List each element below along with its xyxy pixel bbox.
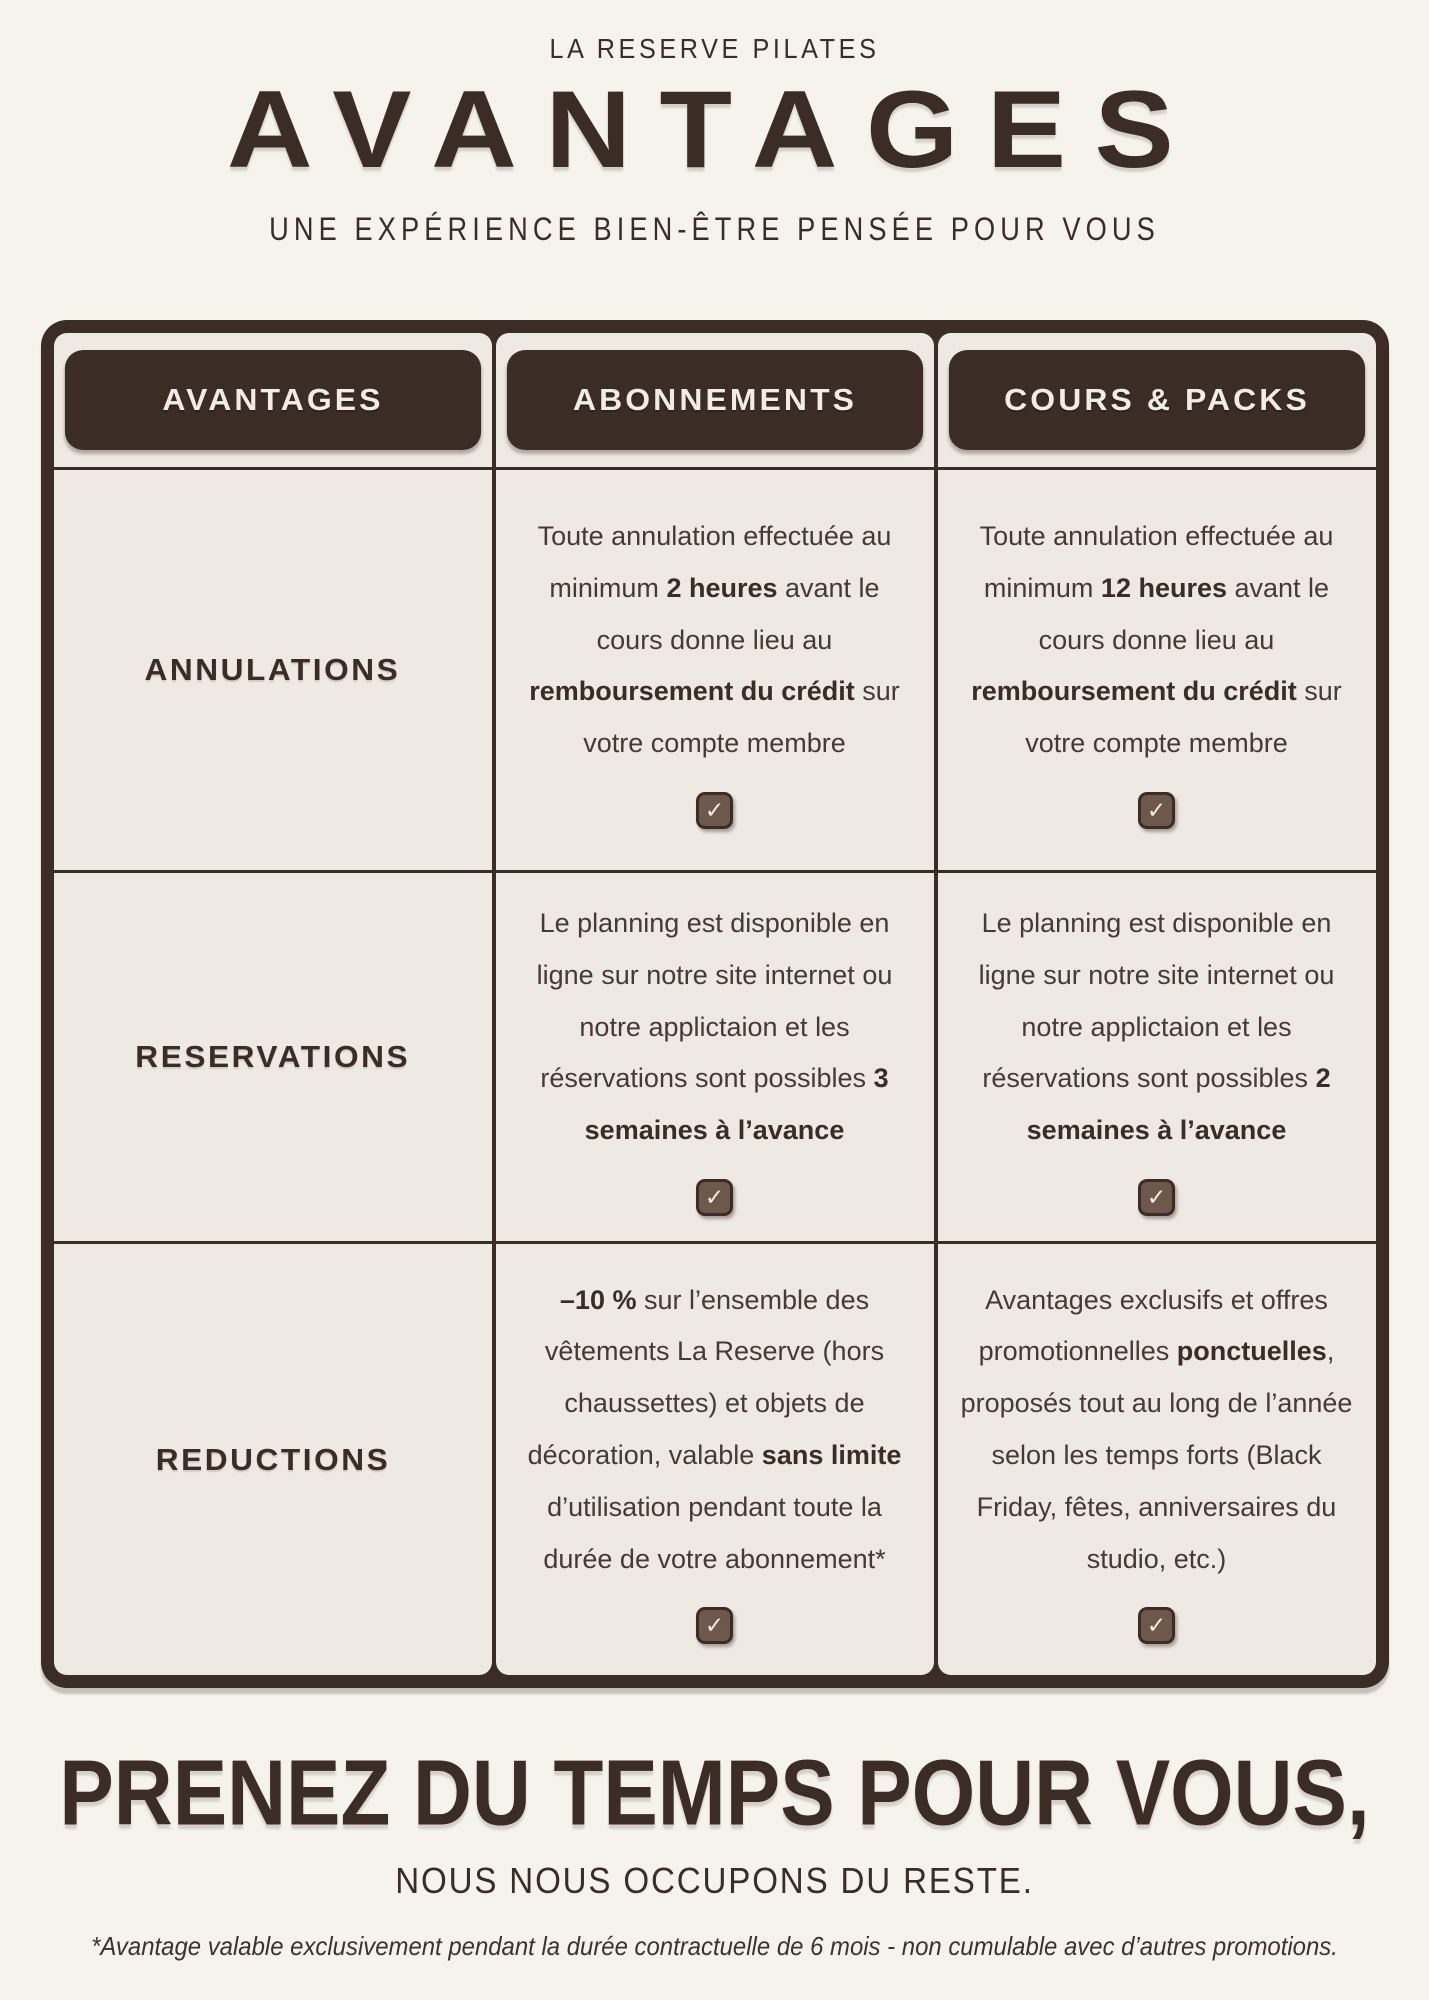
row-label-cell xyxy=(54,870,492,1241)
benefits-table xyxy=(41,320,1389,1688)
brand: LA RESERVE PILATES xyxy=(549,33,880,64)
table-column-avantages xyxy=(54,333,492,1675)
column-header-abonnements: ABONNEMENTS xyxy=(506,350,922,450)
row-label: RESERVATIONS xyxy=(135,1039,410,1074)
benefit-cell xyxy=(938,870,1376,1241)
column-header-cell xyxy=(54,333,492,467)
benefit-text: Toute annulation effectuée au minimum 12 heures avant le cours donne lieu au remboursement du crédit sur votre compte membre xyxy=(971,520,1342,759)
footnote: *Avantage valable exclusivement pendant la durée contractuelle de 6 mois - non cumulable avec d’autres promotions. xyxy=(91,1931,1338,1961)
page-subtitle: UNE EXPÉRIENCE BIEN-ÊTRE PENSÉE POUR VOUS xyxy=(269,211,1160,247)
row-label-cell xyxy=(54,1241,492,1675)
benefit-text: Le planning est disponible en ligne sur notre site internet ou notre applictaion et les réservations sont possibles 3 semaines à l’avance xyxy=(536,907,893,1146)
checkbox-checked-icon: ✓ xyxy=(696,1179,733,1216)
column-header-avantages: AVANTAGES xyxy=(64,350,480,450)
checkbox-checked-icon: ✓ xyxy=(1138,792,1175,829)
footer-subheadline: NOUS NOUS OCCUPONS DU RESTE. xyxy=(395,1860,1034,1901)
column-header-cell xyxy=(938,333,1376,467)
page-title: AVANTAGES xyxy=(226,68,1203,191)
benefit-text: –10 % sur l’ensemble des vêtements La Reserve (hors chaussettes) et objets de décoration, valable sans limite d’utilisation pendant toute la durée de votre abonnement* xyxy=(527,1284,902,1574)
checkbox-checked-icon: ✓ xyxy=(696,1607,733,1644)
benefit-cell xyxy=(938,467,1376,870)
row-label: REDUCTIONS xyxy=(155,1441,390,1477)
checkbox-checked-icon: ✓ xyxy=(1138,1179,1175,1216)
column-header-cours-packs: COURS & PACKS xyxy=(948,350,1364,450)
benefit-cell xyxy=(496,870,934,1241)
table-column-cours-packs xyxy=(938,333,1376,1675)
column-header-cell xyxy=(496,333,934,467)
benefit-cell xyxy=(496,1241,934,1675)
benefit-cell xyxy=(496,467,934,870)
table-column-abonnements xyxy=(496,333,934,1675)
row-label: ANNULATIONS xyxy=(144,652,401,687)
row-label-cell xyxy=(54,467,492,870)
checkbox-checked-icon: ✓ xyxy=(696,792,733,829)
checkbox-checked-icon: ✓ xyxy=(1138,1607,1175,1644)
benefit-text: Le planning est disponible en ligne sur notre site internet ou notre applictaion et les réservations sont possibles 2 semaines à l’avance xyxy=(978,907,1335,1146)
benefit-text: Toute annulation effectuée au minimum 2 heures avant le cours donne lieu au remboursement du crédit sur votre compte membre xyxy=(529,520,900,759)
footer-headline: PRENEZ DU TEMPS POUR VOUS, xyxy=(59,1740,1370,1845)
benefit-text: Avantages exclusifs et offres promotionnelles ponctuelles, proposés tout au long de l’année selon les temps forts (Black Friday, fêtes, anniversaires du studio, etc.) xyxy=(960,1284,1353,1574)
benefit-cell xyxy=(938,1241,1376,1675)
